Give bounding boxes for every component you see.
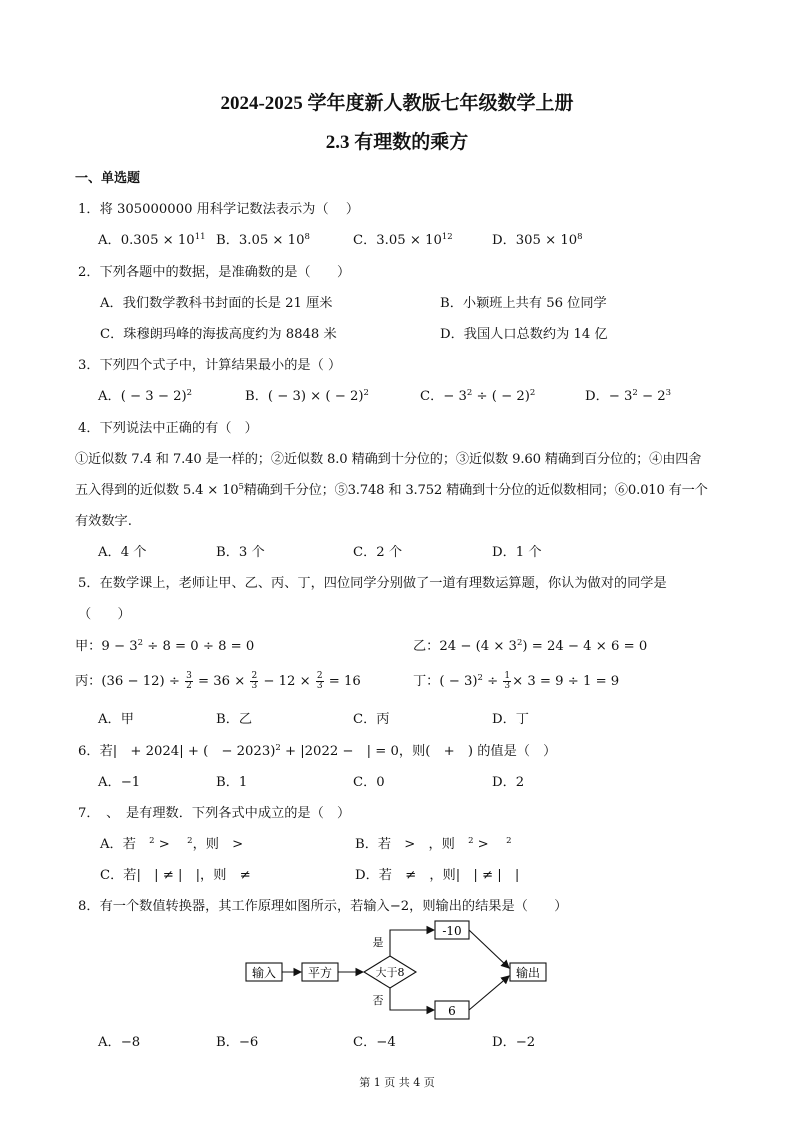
flow-yes-label: 是	[372, 936, 384, 949]
q6-option-d: D．2	[492, 775, 525, 790]
q5-stem-paren: （ ）	[78, 607, 131, 622]
q7-option-b: B．若 > ，则 $^2$ > $^2$	[355, 836, 512, 852]
q4-statement-line3: 有效数字.	[75, 514, 132, 529]
q2-option-b: B．小颖班上共有 56 位同学	[440, 296, 607, 311]
q1-option-b: B．$3.05 \times 10^8$	[216, 232, 310, 248]
q8-option-d: D．−2	[492, 1035, 536, 1050]
q4-stem: 4．下列说法中正确的有（ ）	[78, 421, 258, 436]
q7-option-c: C．若| | ≠ | |，则 ≠	[100, 868, 251, 883]
flow-input-label: 输入	[251, 966, 277, 980]
q2-option-a: A．我们数学教科书封面的长是 21 厘米	[100, 296, 333, 311]
q5-option-a: A．甲	[98, 712, 134, 727]
q4-statement-line2: 五入得到的近似数 $5.4 \times 10^5$精确到千分位；⑤3.748 和 3.752 精确到十分位的近似数相同；⑥0.010 有一个	[75, 482, 708, 498]
q7-option-d: D．若 ≠ ，则| | ≠ | |	[355, 868, 520, 883]
q5-option-b: B．乙	[216, 712, 253, 727]
q2-stem: 2．下列各题中的数据，是准确数的是（ ）	[78, 265, 351, 280]
q1-option-d: D．$305 \times 10^8$	[492, 232, 583, 248]
flow-no-value: 6	[448, 1004, 456, 1018]
q6-option-a: A．−1	[98, 775, 141, 790]
q8-option-b: B．−6	[216, 1035, 259, 1050]
flow-yes-value: -10	[442, 924, 462, 938]
section-heading: 一、单选题	[75, 171, 141, 186]
page-subtitle: 2.3 有理数的乘方	[325, 132, 469, 153]
q5-student-yi: 乙：$24 - (4 \times 3^2) = 24 - 4 \times 6 = 0$	[413, 638, 648, 654]
q2-option-c: C．珠穆朗玛峰的海拔高度约为 8848 米	[100, 327, 337, 342]
page-footer: 第 1 页 共 4 页	[359, 1076, 435, 1089]
q1-option-a: A．$0.305 \times 10^{11}$	[98, 232, 206, 248]
q8-option-c: C．−4	[353, 1035, 396, 1050]
flow-no-label: 否	[372, 994, 384, 1007]
flow-output-label: 输出	[515, 966, 541, 980]
q6-stem: 6．若| + 2024| + ( − 2023)$^2$ + |2022 − | = 0，则( + ) 的值是（ ）	[78, 743, 557, 759]
q4-statement-line1: ①近似数 7.4 和 7.40 是一样的；②近似数 8.0 精确到十分位的；③近似数 9.60 精确到百分位的；④由四舍	[75, 452, 702, 467]
q5-student-ding: 丁：( − 3)$^2$ ÷ $\frac{1}{3}$ × 3 = 9 ÷ 1 = 9	[413, 671, 620, 691]
q8-flowchart-diagram	[230, 918, 560, 1028]
q3-option-d: D．− $3^2 - 2^3$	[585, 388, 672, 404]
q1-stem: 1．将 305000000 用科学记数法表示为（ ）	[78, 202, 360, 217]
q6-option-c: C．0	[353, 775, 385, 790]
q8-option-a: A．−8	[98, 1035, 141, 1050]
q4-option-d: D．1 个	[492, 545, 542, 560]
q5-option-c: C．丙	[353, 712, 390, 727]
q3-option-c: C．− $3^2$ ÷ ( − 2)$^2$	[420, 388, 536, 404]
flow-square-label: 平方	[307, 966, 333, 980]
q8-stem: 8．有一个数值转换器，其工作原理如图所示，若输入−2，则输出的结果是（ ）	[78, 899, 568, 914]
q3-option-a: A．( − 3 − 2)$^2$	[98, 388, 193, 404]
q6-option-b: B．1	[216, 775, 248, 790]
q5-stem: 5．在数学课上，老师让甲、乙、丙、丁，四位同学分别做了一道有理数运算题，你认为做对的同学是	[78, 576, 667, 591]
q7-option-a: A．若 $^2$ > $^2$，则 >	[100, 836, 244, 852]
q4-option-a: A．4 个	[98, 545, 147, 560]
q5-student-jia: 甲：$9 - 3^2 \div 8 = 0 \div 8 = 0$	[75, 638, 255, 654]
q1-option-c: C．$3.05 \times 10^{12}$	[353, 232, 453, 248]
flow-decision-label: 大于8	[375, 966, 405, 979]
q5-student-bing: 丙：(36 − 12) ÷ $\frac{3}{2}$ = 36 × $\frac{2}{3}$ − 12 × $\frac{2}{3}$ = 16	[75, 671, 361, 691]
q2-option-d: D．我国人口总数约为 14 亿	[440, 327, 608, 342]
q5-option-d: D．丁	[492, 712, 529, 727]
q7-stem: 7． 、 是有理数．下列各式中成立的是（ ）	[78, 806, 351, 821]
q3-option-b: B．( − 3) × ( − 2)$^2$	[245, 388, 369, 404]
q3-stem: 3．下列四个式子中，计算结果最小的是（ ）	[78, 358, 342, 373]
page-title: 2024-2025 学年度新人教版七年级数学上册	[220, 93, 574, 114]
q4-option-c: C．2 个	[353, 545, 403, 560]
q4-option-b: B．3 个	[216, 545, 265, 560]
